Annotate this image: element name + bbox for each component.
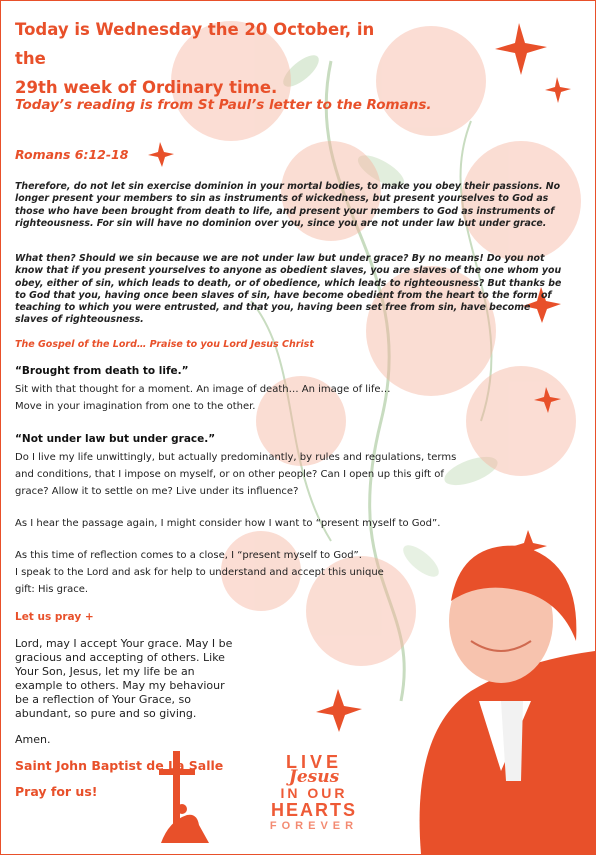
prayer-line: gracious and accepting of others. Like bbox=[15, 651, 225, 664]
saint-name: Saint John Baptist de La Salle bbox=[15, 758, 224, 773]
logo-hearts: HEARTS bbox=[270, 800, 357, 820]
star-icon bbox=[148, 142, 174, 167]
text-line: I speak to the Lord and ask for help to understand and accept this unique bbox=[15, 567, 384, 578]
reflection-text bbox=[15, 449, 456, 500]
background-artwork bbox=[1, 1, 595, 854]
prayer-line: example to others. May my behaviour bbox=[15, 679, 225, 692]
text-line: As this time of reflection comes to a close, I “present myself to God”. bbox=[15, 550, 362, 561]
title-line: Today is Wednesday the 20 October, in the bbox=[15, 20, 375, 68]
reading-intro: Today’s reading is from St Paul’s letter to the Romans. bbox=[15, 97, 432, 113]
pray-for-us: Pray for us! bbox=[15, 784, 98, 799]
kneeling-figure bbox=[161, 815, 209, 843]
reflection-text bbox=[15, 381, 391, 415]
scripture-paragraph: What then? Should we sin because we are not under law but under grace? By no means! Do you not know that if you present yourselves to anyone as obedient slaves, you are slaves of the one whom you obey, either of sin, which leads to death, or of obedience, which leads to righteousness? But thanks be to God that you, having once been slaves of sin, have become obedient from the heart to the form of teaching to which you were entrusted, and that you, having been set free from sin, have become slaves of righteousness. bbox=[15, 253, 562, 326]
prayer-line: Your Son, Jesus, let my life be an bbox=[15, 665, 195, 678]
page-title bbox=[15, 15, 395, 102]
reflection-heading: “Not under law but under grace.” bbox=[15, 433, 216, 445]
gospel-acclamation: The Gospel of the Lord… Praise to you Lord Jesus Christ bbox=[15, 339, 314, 350]
star-icon bbox=[545, 77, 571, 103]
prayer-line: be a reflection of Your Grace, so bbox=[15, 693, 191, 706]
flower bbox=[466, 366, 576, 476]
logo-in-our: IN OUR bbox=[280, 785, 348, 801]
text-line: Move in your imagination from one to the other. bbox=[15, 401, 256, 412]
reflection-text: As I hear the passage again, I might consider how I want to “present myself to God”. bbox=[15, 518, 441, 529]
text-line: and conditions, that I impose on myself, or on other people? Can I open up this gift of bbox=[15, 469, 444, 480]
logo-live: LIVE bbox=[285, 752, 342, 772]
title-line: 29th week of Ordinary time. bbox=[15, 78, 278, 97]
star-icon bbox=[495, 23, 547, 75]
reflection-heading: “Brought from death to life.” bbox=[15, 365, 189, 377]
text-line: grace? Allow it to settle on me? Live under its influence? bbox=[15, 486, 299, 497]
saint-portrait bbox=[420, 546, 595, 854]
scripture-paragraph: Therefore, do not let sin exercise dominion in your mortal bodies, to make you obey their passions. No longer present your members to sin as instruments of wickedness, but present yourselves to God as those who have been brought from death to life, and present your members to God as instruments of righteousness. For sin will have no dominion over you, since you are not under law but under grace. bbox=[15, 181, 561, 229]
scripture-reference: Romans 6:12-18 bbox=[15, 147, 129, 162]
logo-jesus: Jesus bbox=[288, 767, 340, 787]
prayer-line: abundant, so pure and so giving. bbox=[15, 707, 197, 720]
logo-forever: FOREVER bbox=[269, 820, 359, 832]
live-jesus-logo bbox=[259, 753, 369, 832]
reflection-text bbox=[15, 547, 384, 598]
leaf bbox=[398, 540, 443, 582]
star-icon bbox=[316, 689, 362, 732]
text-line: Sit with that thought for a moment. An image of death… An image of life… bbox=[15, 384, 391, 395]
prayer-heading: Let us pray + bbox=[15, 611, 94, 623]
text-line: Do I live my life unwittingly, but actually predominantly, by rules and regulations, terms bbox=[15, 452, 457, 463]
text-line: gift: His grace. bbox=[15, 584, 89, 595]
amen: Amen. bbox=[15, 733, 51, 746]
prayer-line: Lord, may I accept Your grace. May I be bbox=[15, 637, 233, 650]
prayer-text bbox=[15, 637, 265, 721]
